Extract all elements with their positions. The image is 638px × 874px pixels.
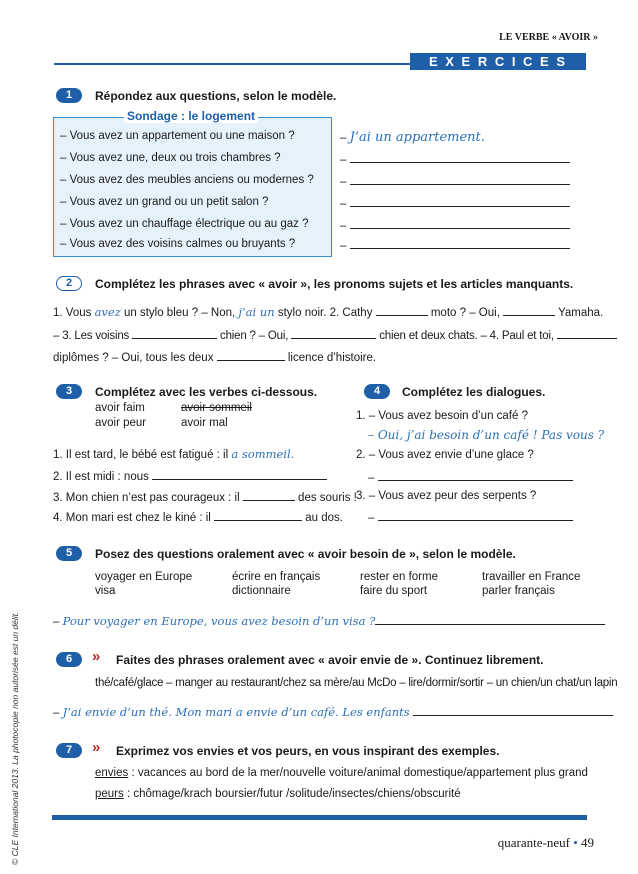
prompt-pair-3-b: faire du sport xyxy=(360,585,428,597)
text: chien ? – Oui, xyxy=(217,330,292,342)
exercise-6-badge: 6 xyxy=(56,652,82,667)
page-number: 49 xyxy=(581,835,594,850)
prompt-pair-2-b: dictionnaire xyxy=(232,585,291,597)
survey-question-5: – Vous avez un chauffage électrique ou au gaz ? xyxy=(60,218,309,230)
exercise-5-badge: 5 xyxy=(56,546,82,561)
answer-dash: – xyxy=(368,472,375,484)
answer-row-4[interactable] xyxy=(340,196,570,210)
text: un stylo bleu ? – Non, xyxy=(120,307,239,319)
envies-list: : vacances au bord de la mer/nouvelle voiture/animal domestique/appartement plus grand xyxy=(128,767,588,779)
exercise-3-sentence-2 xyxy=(53,469,327,483)
dialogue-answer-3[interactable] xyxy=(368,510,573,524)
text: des souris ! xyxy=(294,492,357,504)
verb-option: avoir peur xyxy=(95,417,147,429)
model-answer: J’ai un appartement. xyxy=(349,130,485,145)
bottom-rule xyxy=(52,815,587,820)
dialogue-model-answer: – Oui, j’ai besoin d’un café ! Pas vous ? xyxy=(368,428,605,442)
text: licence d’histoire. xyxy=(284,352,377,364)
text: 4. Mon mari est chez le kiné : il xyxy=(53,512,215,524)
answer-blank[interactable] xyxy=(375,614,605,625)
exercise-7-badge: 7 xyxy=(56,743,82,758)
text: – 3. Les voisins xyxy=(53,330,133,342)
exercise-3-title: Complétez avec les verbes ci-dessous. xyxy=(95,385,318,399)
chapter-header: LE VERBE « AVOIR » xyxy=(499,32,598,43)
answer-blank[interactable] xyxy=(378,510,573,521)
answer-dash: – xyxy=(340,154,347,166)
verb-option: avoir faim xyxy=(95,402,145,414)
exercise-1-badge: 1 xyxy=(56,88,82,103)
page-footer xyxy=(498,835,594,851)
answer-blank[interactable] xyxy=(350,238,570,249)
answer-blank[interactable] xyxy=(152,469,327,480)
exercise-2-line-2 xyxy=(53,328,617,342)
exercise-2-line-3 xyxy=(53,350,376,364)
survey-question-6: – Vous avez des voisins calmes ou bruyants ? xyxy=(60,238,296,250)
answer-blank[interactable] xyxy=(350,174,570,185)
survey-question-4: – Vous avez un grand ou un petit salon ? xyxy=(60,196,269,208)
verb-option: avoir mal xyxy=(181,417,228,429)
answer-dash: – xyxy=(340,132,347,144)
text: Yamaha. xyxy=(555,307,604,319)
text: chien et deux chats. – 4. Paul et toi, xyxy=(376,330,557,342)
answer-row-1 xyxy=(340,130,485,145)
text: 3. Mon chien n’est pas courageux : il xyxy=(53,492,243,504)
envies-label: envies xyxy=(95,767,129,779)
envies-line xyxy=(95,767,588,779)
peurs-list: : chômage/krach boursier/futur /solitude/insectes/chiens/obscurité xyxy=(123,788,461,800)
answer-dash: – xyxy=(340,198,347,210)
exercise-3-sentence-4 xyxy=(53,510,343,524)
exercises-banner-line xyxy=(54,63,410,65)
survey-question-1: – Vous avez un appartement ou une maison ? xyxy=(60,130,295,142)
answer-blank[interactable] xyxy=(350,218,570,229)
handwritten-answer: a sommeil. xyxy=(231,447,295,461)
answer-blank[interactable] xyxy=(376,305,428,316)
text: diplômes ? – Oui, tous les deux xyxy=(53,352,217,364)
copyright-notice: © CLE International 2013. La photocopie non autorisée est un délit. xyxy=(10,611,20,865)
exercise-5-title: Posez des questions oralement avec « avoir besoin de », selon le modèle. xyxy=(95,547,516,561)
oral-chevron-icon: » xyxy=(92,648,98,665)
answer-row-3[interactable] xyxy=(340,174,570,188)
answer-blank[interactable] xyxy=(214,510,302,521)
answer-blank[interactable] xyxy=(217,350,285,361)
exercise-3-sentence-3 xyxy=(53,490,357,504)
exercise-1-title: Répondez aux questions, selon le modèle. xyxy=(95,89,337,103)
answer-dash: – xyxy=(368,512,375,524)
peurs-label: peurs xyxy=(95,788,124,800)
answer-blank[interactable] xyxy=(413,705,613,716)
page-number-words: quarante-neuf xyxy=(497,835,570,850)
answer-blank[interactable] xyxy=(350,152,570,163)
answer-dash: – xyxy=(340,220,347,232)
answer-dash: – xyxy=(53,707,60,719)
exercises-banner: E X E R C I C E S xyxy=(410,53,586,70)
exercise-2-title: Complétez les phrases avec « avoir », les pronoms sujets et les articles manquants. xyxy=(95,277,574,291)
answer-row-5[interactable] xyxy=(340,218,570,232)
answer-blank[interactable] xyxy=(503,305,555,316)
survey-question-2: – Vous avez une, deux ou trois chambres ? xyxy=(60,152,281,164)
prompt-pair-3-a: rester en forme xyxy=(360,571,438,583)
exercise-6-answer-line xyxy=(53,705,613,719)
answer-blank[interactable] xyxy=(243,490,295,501)
text: au dos. xyxy=(302,512,343,524)
prompt-pair-2-a: écrire en français xyxy=(232,571,321,583)
answer-blank[interactable] xyxy=(378,470,573,481)
dialogue-question-3: 3. – Vous avez peur des serpents ? xyxy=(356,490,537,502)
model-answer: J’ai envie d’un thé. Mon mari a envie d’un café. Les enfants xyxy=(62,705,410,719)
exercise-3-sentence-1 xyxy=(53,447,294,461)
exercise-6-word-list: thé/café/glace – manger au restaurant/chez sa mère/au McDo – lire/dormir/sortir – un chien/un chat/un lapin xyxy=(95,677,618,689)
exercise-2-badge: 2 xyxy=(56,276,82,291)
text: 2. Il est midi : nous xyxy=(53,471,153,483)
answer-dash: – xyxy=(340,176,347,188)
survey-question-3: – Vous avez des meubles anciens ou modernes ? xyxy=(60,174,314,186)
prompt-pair-4-b: parler français xyxy=(482,585,555,597)
answer-blank[interactable] xyxy=(557,328,617,339)
dialogue-question-2: 2. – Vous avez envie d’une glace ? xyxy=(356,449,534,461)
verb-option-used: avoir sommeil xyxy=(181,402,252,414)
answer-row-2[interactable] xyxy=(340,152,570,166)
text: moto ? – Oui, xyxy=(427,307,504,319)
model-answer: Pour voyager en Europe, vous avez besoin d’un visa ? xyxy=(62,614,376,628)
prompt-pair-1-a: voyager en Europe xyxy=(95,571,193,583)
handwritten-answer: j’ai un xyxy=(238,305,275,319)
answer-blank[interactable] xyxy=(132,328,217,339)
handwritten-answer: avez xyxy=(94,305,121,319)
exercise-3-badge: 3 xyxy=(56,384,82,399)
peurs-line xyxy=(95,788,461,800)
exercise-5-answer-line xyxy=(53,614,605,628)
exercise-4-badge: 4 xyxy=(364,384,390,399)
dialogue-answer-2[interactable] xyxy=(368,470,573,484)
answer-blank[interactable] xyxy=(291,328,376,339)
dialogue-question-1: 1. – Vous avez besoin d’un café ? xyxy=(356,410,528,422)
text: 1. Vous xyxy=(53,307,95,319)
answer-dash: – xyxy=(53,616,60,628)
survey-box-title: Sondage : le logement xyxy=(124,109,258,123)
exercise-6-title: Faites des phrases oralement avec « avoir envie de ». Continuez librement. xyxy=(116,653,544,667)
text: 1. Il est tard, le bébé est fatigué : il xyxy=(53,449,232,461)
answer-dash: – xyxy=(340,240,347,252)
answer-blank[interactable] xyxy=(350,196,570,207)
exercise-7-title: Exprimez vos envies et vos peurs, en vous inspirant des exemples. xyxy=(116,744,500,758)
footer-bullet: • xyxy=(573,835,578,850)
prompt-pair-4-a: travailler en France xyxy=(482,571,581,583)
oral-chevron-icon: » xyxy=(92,739,98,756)
exercise-2-line-1 xyxy=(53,305,603,319)
exercise-4-title: Complétez les dialogues. xyxy=(402,385,546,399)
answer-row-6[interactable] xyxy=(340,238,570,252)
text: stylo noir. 2. Cathy xyxy=(274,307,376,319)
prompt-pair-1-b: visa xyxy=(95,585,116,597)
